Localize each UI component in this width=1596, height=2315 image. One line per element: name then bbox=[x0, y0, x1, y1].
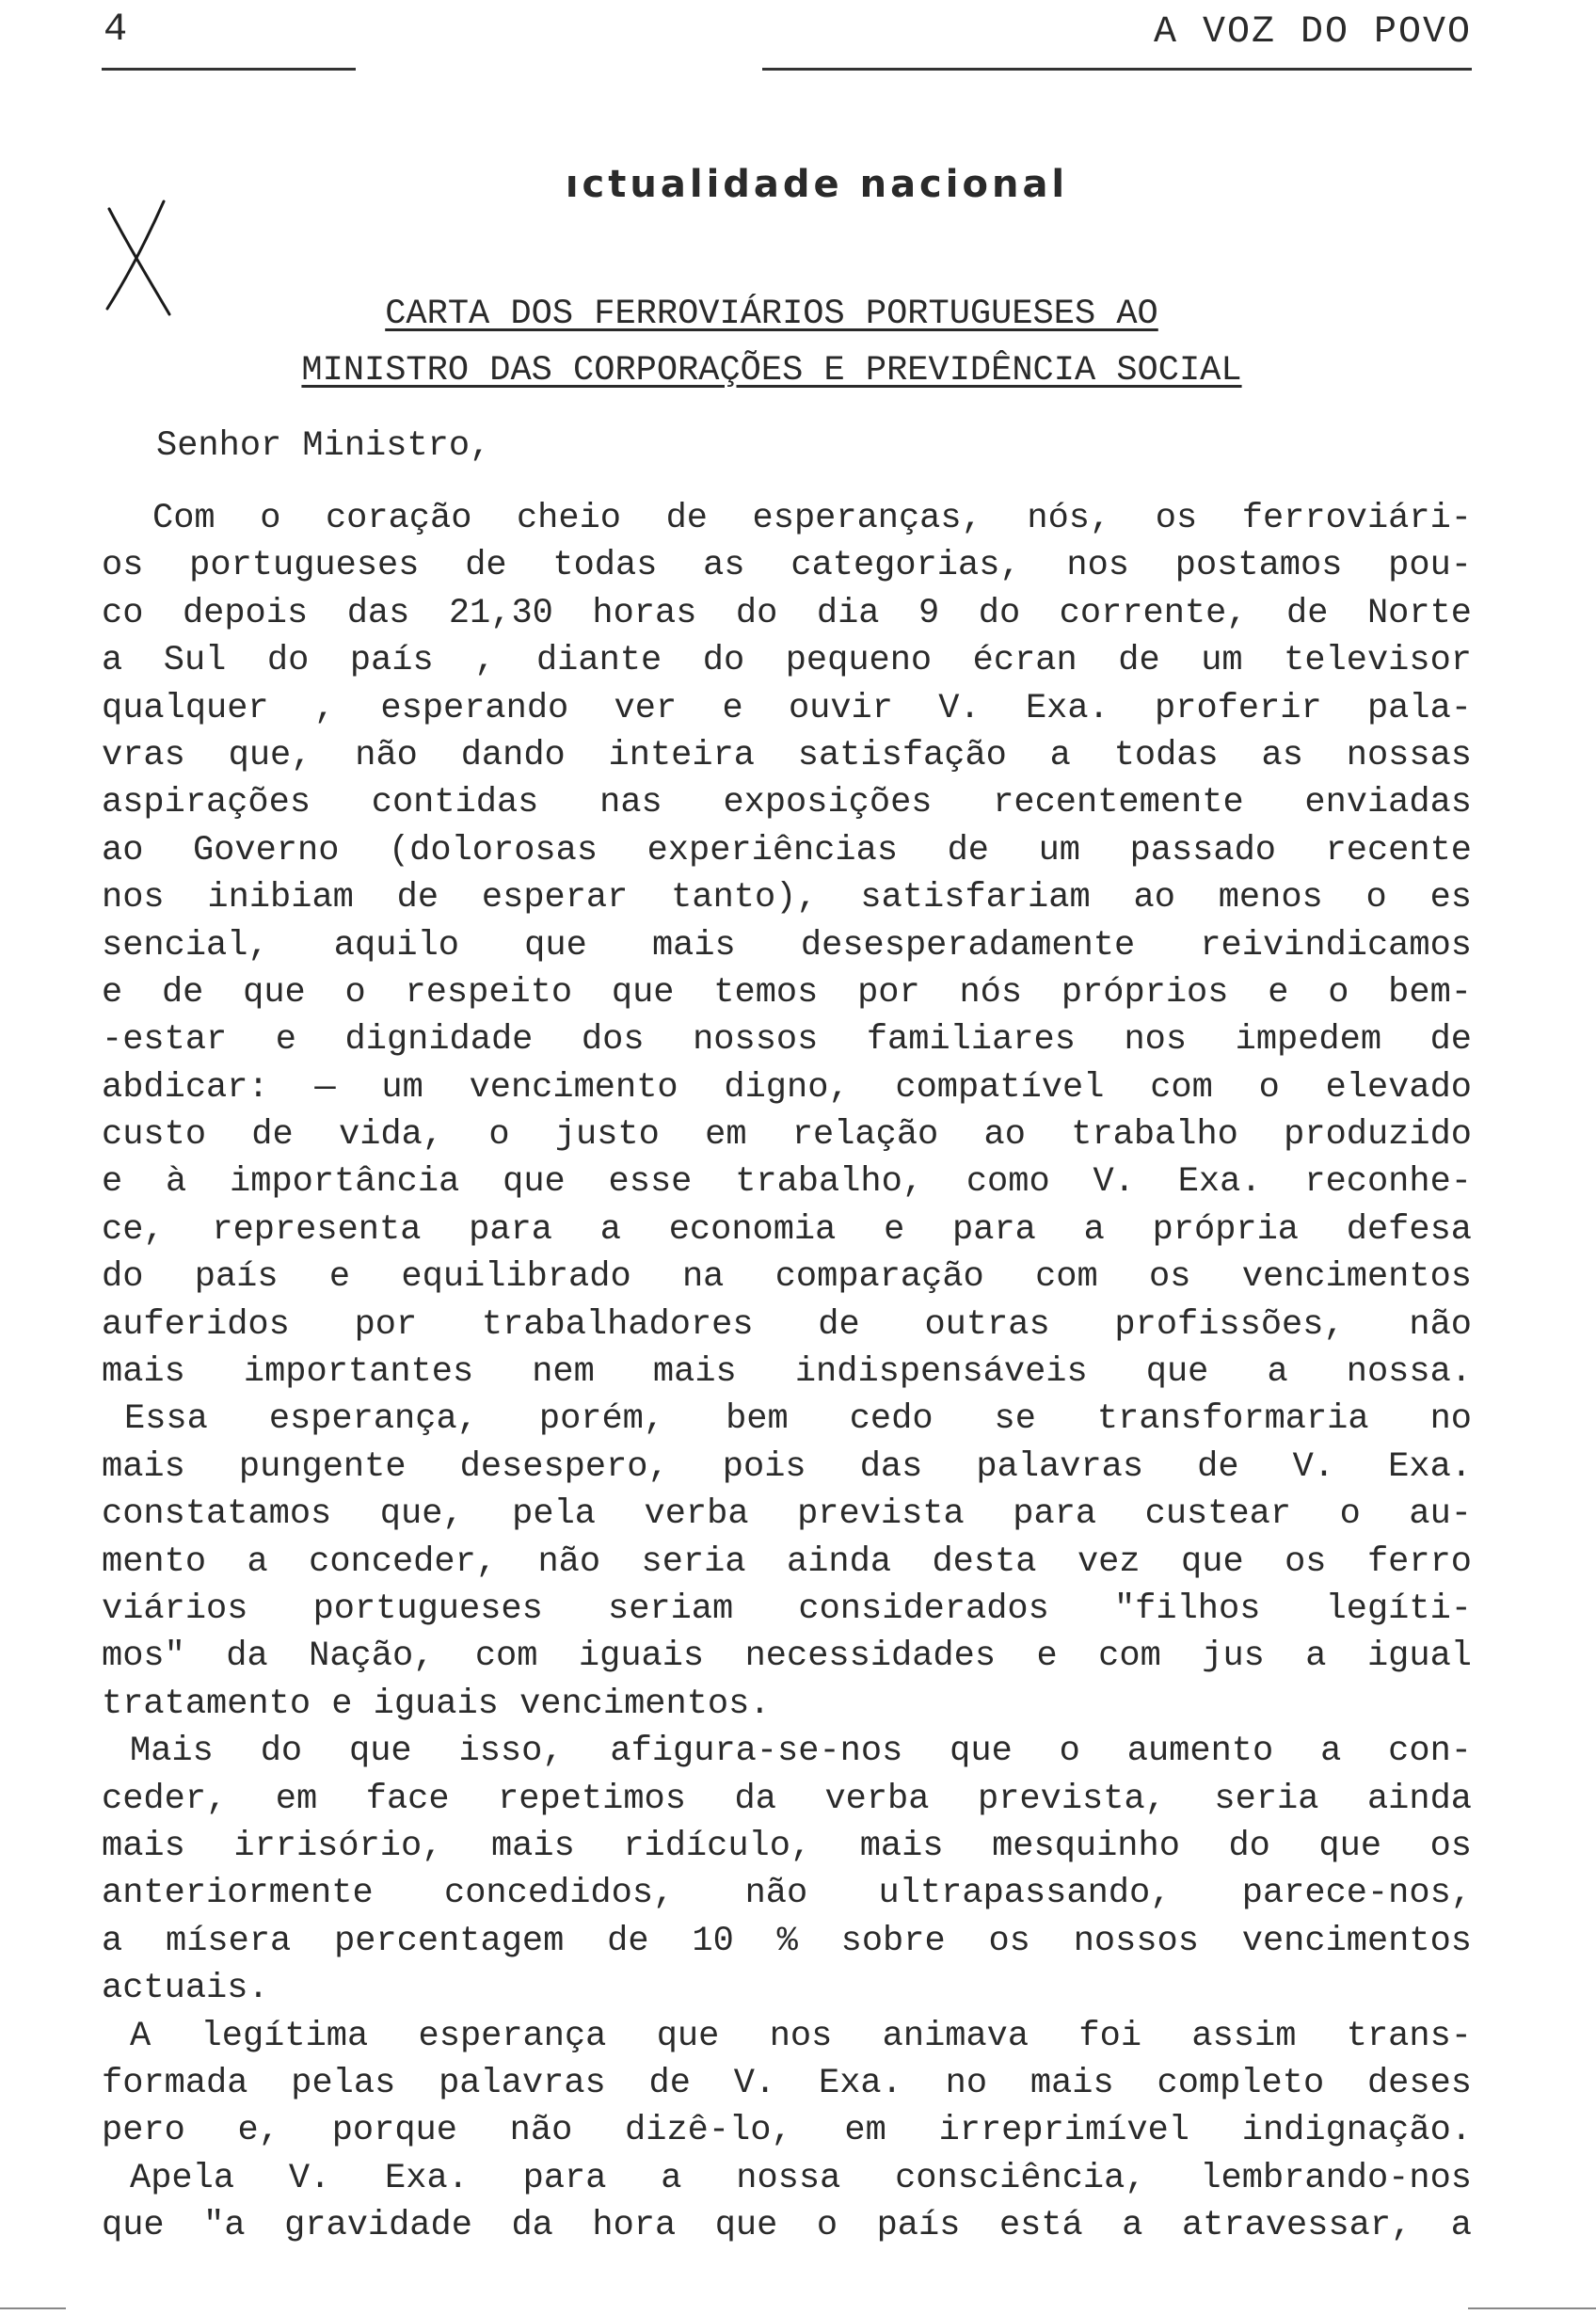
headline-line-1: CARTA DOS FERROVIÁRIOS PORTUGUESES AO bbox=[385, 295, 1158, 334]
salutation: Senhor Ministro, bbox=[156, 426, 491, 466]
handwritten-x-mark bbox=[102, 198, 177, 320]
header-rule-left bbox=[102, 68, 356, 71]
body-line: Com o coração cheio de esperanças, nós, os ferroviári- bbox=[152, 499, 1472, 538]
body-line: co depois das 21,30 horas do dia 9 do corrente, de Norte bbox=[102, 593, 1472, 633]
body-line: Mais do que isso, afigura-se-nos que o aumento a con- bbox=[130, 1732, 1472, 1772]
body-line: ao Governo (dolorosas experiências de um passado recente bbox=[102, 830, 1472, 870]
body-line: constatamos que, pela verba prevista para custear o au- bbox=[102, 1494, 1472, 1535]
body-line: aspirações contidas nas exposições recentemente enviadas bbox=[102, 783, 1472, 823]
body-line: pero e, porque não dizê-lo, em irreprimível indignação. bbox=[102, 2111, 1472, 2151]
bottom-edge-right bbox=[1468, 2307, 1596, 2309]
body-line: anteriormente concedidos, não ultrapassando, parece-nos, bbox=[102, 1874, 1472, 1914]
article-body bbox=[102, 495, 1472, 2249]
body-line: abdicar: — um vencimento digno, compatível com o elevado bbox=[102, 1067, 1472, 1108]
body-line: actuais. bbox=[102, 1969, 269, 2009]
body-line: -estar e dignidade dos nossos familiares nos impedem de bbox=[102, 1020, 1472, 1061]
body-line: mais pungente desespero, pois das palavras de V. Exa. bbox=[102, 1446, 1472, 1487]
header-rule-right bbox=[762, 68, 1472, 71]
body-line: Apela V. Exa. para a nossa consciência, lembrando-nos bbox=[130, 2158, 1472, 2198]
body-line: ce, representa para a economia e para a própria defesa bbox=[102, 1209, 1472, 1250]
body-line: a mísera percentagem de 10 % sobre os nossos vencimentos bbox=[102, 1921, 1472, 1961]
body-line: e de que o respeito que temos por nós próprios e o bem- bbox=[102, 972, 1472, 1013]
body-line: formada pelas palavras de V. Exa. no mais completo deses bbox=[102, 2063, 1472, 2103]
body-line: A legítima esperança que nos animava foi assim trans- bbox=[130, 2016, 1472, 2056]
body-line: e à importância que esse trabalho, como V. Exa. reconhe- bbox=[102, 1162, 1472, 1203]
publication-title: A VOZ DO POVO bbox=[1153, 11, 1472, 54]
body-line: nos inibiam de esperar tanto), satisfariam ao menos o es bbox=[102, 878, 1472, 918]
body-line: os portugueses de todas as categorias, nos postamos pou- bbox=[102, 546, 1472, 586]
page-number: 4 bbox=[104, 7, 128, 52]
body-line: vras que, não dando inteira satisfação a todas as nossas bbox=[102, 735, 1472, 775]
headline-line-2: MINISTRO DAS CORPORAÇÕES E PREVIDÊNCIA SOCIAL bbox=[301, 351, 1242, 391]
body-line: mento a conceder, não seria ainda desta vez que os ferro bbox=[102, 1541, 1472, 1582]
body-line: mais irrisório, mais ridículo, mais mesquinho do que os bbox=[102, 1826, 1472, 1866]
body-line: ceder, em face repetimos da verba prevista, seria ainda bbox=[102, 1779, 1472, 1819]
section-title: ıctualidade nacional bbox=[565, 163, 1069, 206]
body-line: mais importantes nem mais indispensáveis que a nossa. bbox=[102, 1352, 1472, 1393]
body-line: viários portugueses seriam considerados "filhos legíti- bbox=[102, 1589, 1472, 1629]
body-line: mos" da Nação, com iguais necessidades e com jus a igual bbox=[102, 1636, 1472, 1677]
body-line: Essa esperança, porém, bem cedo se transformaria no bbox=[124, 1399, 1472, 1440]
body-line: custo de vida, o justo em relação ao trabalho produzido bbox=[102, 1115, 1472, 1156]
body-line: a Sul do país , diante do pequeno écran de um televisor bbox=[102, 641, 1472, 681]
body-line: do país e equilibrado na comparação com os vencimentos bbox=[102, 1257, 1472, 1298]
body-line: qualquer , esperando ver e ouvir V. Exa. proferir pala- bbox=[102, 688, 1472, 728]
body-line: tratamento e iguais vencimentos. bbox=[102, 1684, 771, 1724]
body-line: sencial, aquilo que mais desesperadamente reivindicamos bbox=[102, 925, 1472, 966]
body-line: que "a gravidade da hora que o país está a atravessar, a bbox=[102, 2206, 1472, 2246]
bottom-edge-left bbox=[0, 2307, 66, 2309]
body-line: auferidos por trabalhadores de outras profissões, não bbox=[102, 1304, 1472, 1345]
